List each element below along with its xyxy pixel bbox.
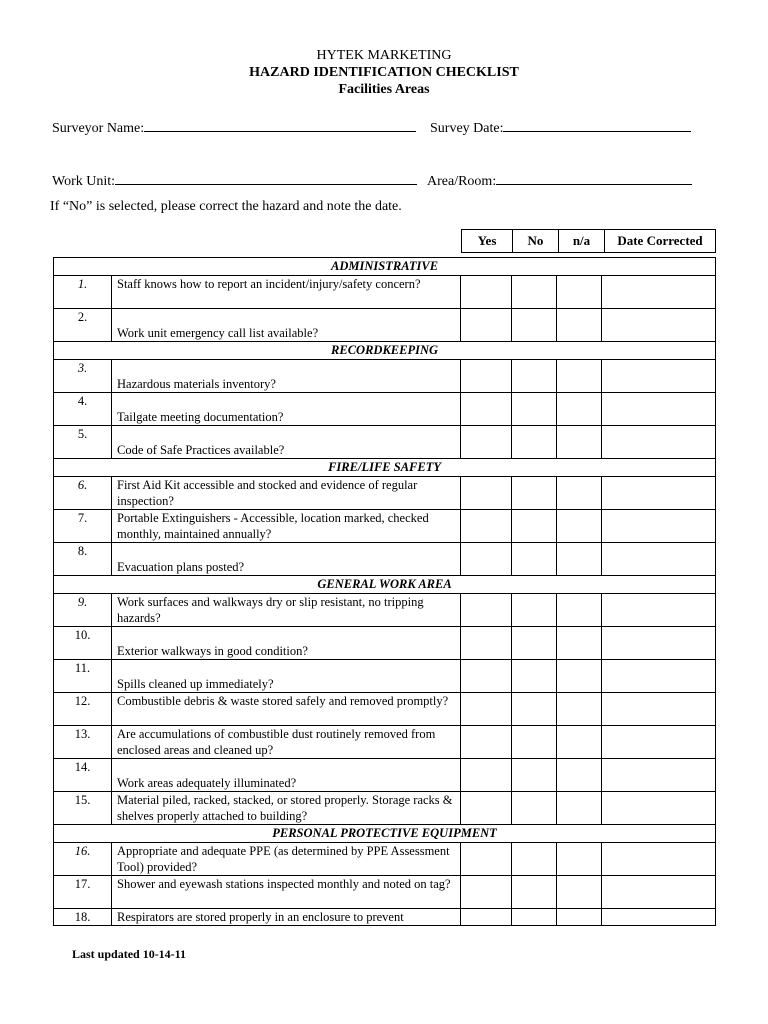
na-cell[interactable] bbox=[557, 510, 602, 543]
item-number: 2. bbox=[54, 309, 112, 342]
date-corrected-cell[interactable] bbox=[602, 426, 716, 459]
date-corrected-cell[interactable] bbox=[602, 660, 716, 693]
checklist-item-row bbox=[54, 909, 716, 926]
work-unit-blank[interactable] bbox=[115, 172, 417, 185]
checklist-item-row bbox=[54, 627, 716, 660]
yes-cell[interactable] bbox=[461, 792, 512, 825]
yes-cell[interactable] bbox=[461, 726, 512, 759]
item-number: 10. bbox=[54, 627, 112, 660]
yes-cell[interactable] bbox=[461, 276, 512, 309]
item-question: Work areas adequately illuminated? bbox=[112, 759, 461, 792]
checklist-item-row bbox=[54, 660, 716, 693]
item-question: Work unit emergency call list available? bbox=[112, 309, 461, 342]
section-title: RECORDKEEPING bbox=[54, 342, 716, 360]
checklist-item-row bbox=[54, 477, 716, 510]
section-title: GENERAL WORK AREA bbox=[54, 576, 716, 594]
item-question: Are accumulations of combustible dust routinely removed from enclosed areas and cleaned up? bbox=[112, 726, 461, 759]
item-question: Combustible debris & waste stored safely and removed promptly? bbox=[112, 693, 461, 726]
date-corrected-cell[interactable] bbox=[602, 627, 716, 660]
checklist-item-row bbox=[54, 360, 716, 393]
instruction-text: If “No” is selected, please correct the hazard and note the date. bbox=[50, 199, 402, 214]
na-cell[interactable] bbox=[557, 759, 602, 792]
item-number: 17. bbox=[54, 876, 112, 909]
date-corrected-cell[interactable] bbox=[602, 309, 716, 342]
checklist-item-row bbox=[54, 843, 716, 876]
item-question: Exterior walkways in good condition? bbox=[112, 627, 461, 660]
yes-cell[interactable] bbox=[461, 909, 512, 926]
item-question: Spills cleaned up immediately? bbox=[112, 660, 461, 693]
na-cell[interactable] bbox=[557, 393, 602, 426]
item-number: 15. bbox=[54, 792, 112, 825]
survey-date-field bbox=[430, 119, 691, 137]
date-corrected-cell[interactable] bbox=[602, 543, 716, 576]
date-corrected-cell[interactable] bbox=[602, 510, 716, 543]
no-cell[interactable] bbox=[512, 276, 557, 309]
surveyor-name-field bbox=[52, 119, 416, 137]
last-updated-note: Last updated 10-14-11 bbox=[72, 947, 187, 961]
yes-cell[interactable] bbox=[461, 510, 512, 543]
na-cell[interactable] bbox=[557, 426, 602, 459]
date-corrected-cell[interactable] bbox=[602, 360, 716, 393]
yes-cell[interactable] bbox=[461, 594, 512, 627]
no-cell[interactable] bbox=[512, 360, 557, 393]
item-number: 4. bbox=[54, 393, 112, 426]
surveyor-name-label: Surveyor Name: bbox=[52, 121, 145, 136]
surveyor-name-blank[interactable] bbox=[144, 119, 416, 132]
column-yes: Yes bbox=[462, 230, 513, 253]
checklist-item-row bbox=[54, 510, 716, 543]
work-unit-field bbox=[52, 172, 417, 190]
item-question: Tailgate meeting documentation? bbox=[112, 393, 461, 426]
no-cell[interactable] bbox=[512, 660, 557, 693]
date-corrected-cell[interactable] bbox=[602, 693, 716, 726]
yes-cell[interactable] bbox=[461, 627, 512, 660]
item-number: 14. bbox=[54, 759, 112, 792]
na-cell[interactable] bbox=[557, 627, 602, 660]
date-corrected-cell[interactable] bbox=[602, 726, 716, 759]
no-cell[interactable] bbox=[512, 792, 557, 825]
item-number: 1. bbox=[54, 276, 112, 309]
na-cell[interactable] bbox=[557, 594, 602, 627]
checklist-item-row bbox=[54, 693, 716, 726]
yes-cell[interactable] bbox=[461, 477, 512, 510]
na-cell[interactable] bbox=[557, 543, 602, 576]
item-question: Respirators are stored properly in an enclosure to prevent bbox=[112, 909, 461, 926]
no-cell[interactable] bbox=[512, 393, 557, 426]
item-question: Code of Safe Practices available? bbox=[112, 426, 461, 459]
section-header-row bbox=[54, 576, 716, 594]
document-header bbox=[0, 47, 768, 98]
survey-date-blank[interactable] bbox=[503, 119, 691, 132]
na-cell[interactable] bbox=[557, 276, 602, 309]
date-corrected-cell[interactable] bbox=[602, 792, 716, 825]
checklist-table bbox=[53, 257, 716, 926]
section-header-row bbox=[54, 459, 716, 477]
organization-name: HYTEK MARKETING bbox=[316, 48, 452, 63]
na-cell[interactable] bbox=[557, 876, 602, 909]
na-cell[interactable] bbox=[557, 792, 602, 825]
section-header-row bbox=[54, 342, 716, 360]
yes-cell[interactable] bbox=[461, 759, 512, 792]
section-title: FIRE/LIFE SAFETY bbox=[54, 459, 716, 477]
checklist-item-row bbox=[54, 876, 716, 909]
no-cell[interactable] bbox=[512, 693, 557, 726]
item-number: 16. bbox=[54, 843, 112, 876]
item-number: 18. bbox=[54, 909, 112, 926]
section-title: ADMINISTRATIVE bbox=[54, 258, 716, 276]
checklist-item-row bbox=[54, 792, 716, 825]
no-cell[interactable] bbox=[512, 309, 557, 342]
item-question: Hazardous materials inventory? bbox=[112, 360, 461, 393]
na-cell[interactable] bbox=[557, 843, 602, 876]
checklist-item-row bbox=[54, 594, 716, 627]
checklist-item-row bbox=[54, 393, 716, 426]
section-title: PERSONAL PROTECTIVE EQUIPMENT bbox=[54, 825, 716, 843]
item-number: 7. bbox=[54, 510, 112, 543]
date-corrected-cell[interactable] bbox=[602, 843, 716, 876]
item-number: 8. bbox=[54, 543, 112, 576]
no-cell[interactable] bbox=[512, 627, 557, 660]
date-corrected-cell[interactable] bbox=[602, 594, 716, 627]
checklist-item-row bbox=[54, 309, 716, 342]
yes-cell[interactable] bbox=[461, 543, 512, 576]
na-cell[interactable] bbox=[557, 909, 602, 926]
item-number: 11. bbox=[54, 660, 112, 693]
no-cell[interactable] bbox=[512, 909, 557, 926]
na-cell[interactable] bbox=[557, 726, 602, 759]
na-cell[interactable] bbox=[557, 660, 602, 693]
column-header-table bbox=[461, 229, 716, 253]
na-cell[interactable] bbox=[557, 309, 602, 342]
item-number: 9. bbox=[54, 594, 112, 627]
no-cell[interactable] bbox=[512, 726, 557, 759]
item-question: Shower and eyewash stations inspected monthly and noted on tag? bbox=[112, 876, 461, 909]
date-corrected-cell[interactable] bbox=[602, 876, 716, 909]
item-question: Work surfaces and walkways dry or slip resistant, no tripping hazards? bbox=[112, 594, 461, 627]
item-number: 13. bbox=[54, 726, 112, 759]
yes-cell[interactable] bbox=[461, 309, 512, 342]
yes-cell[interactable] bbox=[461, 843, 512, 876]
date-corrected-cell[interactable] bbox=[602, 909, 716, 926]
date-corrected-cell[interactable] bbox=[602, 477, 716, 510]
checklist-item-row bbox=[54, 426, 716, 459]
section-header-row bbox=[54, 825, 716, 843]
area-room-label: Area/Room: bbox=[427, 174, 497, 189]
item-question: Portable Extinguishers - Accessible, location marked, checked monthly, maintained annually? bbox=[112, 510, 461, 543]
item-number: 3. bbox=[54, 360, 112, 393]
area-room-field bbox=[427, 172, 692, 190]
item-question: Material piled, racked, stacked, or stored properly. Storage racks & shelves properly attached to building? bbox=[112, 792, 461, 825]
yes-cell[interactable] bbox=[461, 393, 512, 426]
checklist-item-row bbox=[54, 759, 716, 792]
no-cell[interactable] bbox=[512, 426, 557, 459]
no-cell[interactable] bbox=[512, 759, 557, 792]
item-question: Appropriate and adequate PPE (as determined by PPE Assessment Tool) provided? bbox=[112, 843, 461, 876]
item-number: 5. bbox=[54, 426, 112, 459]
survey-date-label: Survey Date: bbox=[430, 121, 504, 136]
no-cell[interactable] bbox=[512, 543, 557, 576]
column-date-corrected: Date Corrected bbox=[605, 230, 716, 253]
section-header-row bbox=[54, 258, 716, 276]
yes-cell[interactable] bbox=[461, 660, 512, 693]
no-cell[interactable] bbox=[512, 477, 557, 510]
item-number: 6. bbox=[54, 477, 112, 510]
date-corrected-cell[interactable] bbox=[602, 276, 716, 309]
checklist-item-row bbox=[54, 543, 716, 576]
item-question: Evacuation plans posted? bbox=[112, 543, 461, 576]
na-cell[interactable] bbox=[557, 477, 602, 510]
item-question: First Aid Kit accessible and stocked and evidence of regular inspection? bbox=[112, 477, 461, 510]
area-room-blank[interactable] bbox=[496, 172, 692, 185]
yes-cell[interactable] bbox=[461, 360, 512, 393]
yes-cell[interactable] bbox=[461, 876, 512, 909]
yes-cell[interactable] bbox=[461, 693, 512, 726]
document-subtitle: Facilities Areas bbox=[338, 82, 430, 97]
checklist-item-row bbox=[54, 276, 716, 309]
na-cell[interactable] bbox=[557, 693, 602, 726]
no-cell[interactable] bbox=[512, 843, 557, 876]
document-title: HAZARD IDENTIFICATION CHECKLIST bbox=[249, 65, 519, 80]
checklist-item-row bbox=[54, 726, 716, 759]
date-corrected-cell[interactable] bbox=[602, 759, 716, 792]
yes-cell[interactable] bbox=[461, 426, 512, 459]
no-cell[interactable] bbox=[512, 594, 557, 627]
work-unit-label: Work Unit: bbox=[52, 174, 116, 189]
no-cell[interactable] bbox=[512, 510, 557, 543]
item-number: 12. bbox=[54, 693, 112, 726]
column-no: No bbox=[513, 230, 559, 253]
no-cell[interactable] bbox=[512, 876, 557, 909]
date-corrected-cell[interactable] bbox=[602, 393, 716, 426]
item-question: Staff knows how to report an incident/injury/safety concern? bbox=[112, 276, 461, 309]
column-na: n/a bbox=[559, 230, 605, 253]
na-cell[interactable] bbox=[557, 360, 602, 393]
